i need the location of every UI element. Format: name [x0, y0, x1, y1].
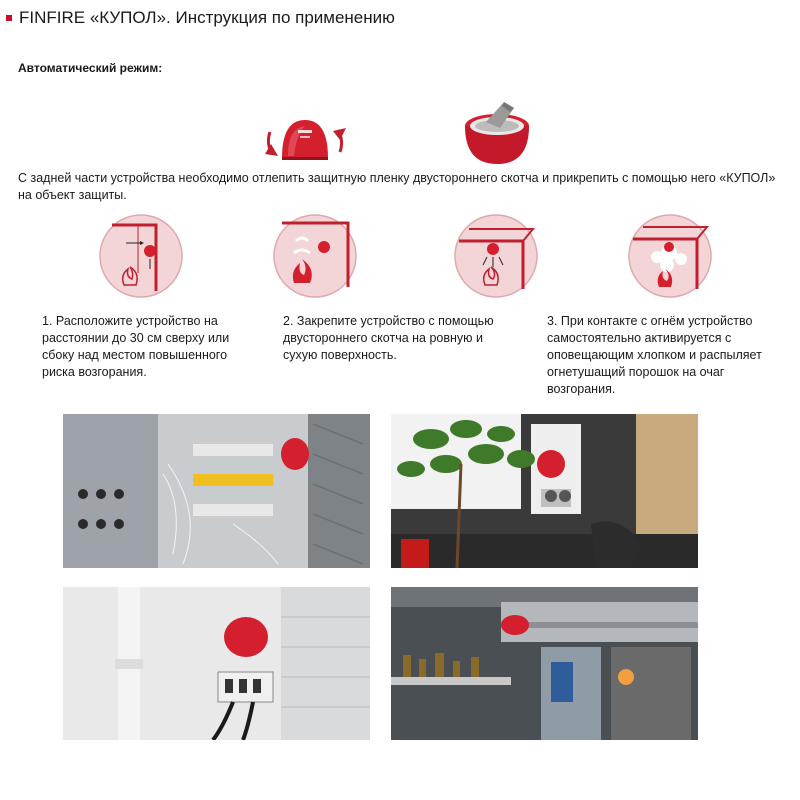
side-mount-icon: [98, 213, 184, 299]
photo-pipe-wall: [63, 587, 370, 740]
step-2-text: 2. Закрепите устройство с помощью двустороннего скотча на ровную и сухую поверхность.: [283, 314, 494, 362]
photo-electrical-cabinet: [63, 414, 370, 568]
ceiling-mount-icon: [453, 213, 539, 299]
photo-kitchen: [391, 587, 698, 740]
activation-spray-icon: [627, 213, 713, 299]
instruction-text: С задней части устройства необходимо отлепить защитную пленку двустороннего скотча и прикрепить с помощью него «КУПОЛ» на объект защиты.: [18, 171, 776, 202]
peel-tape-icon: [460, 96, 534, 168]
section-subtitle: Автоматический режим:: [18, 61, 163, 75]
step-1-text: 1. Расположите устройство на расстоянии до 30 см сверху или сбоку над местом повышенного риска возгорания.: [42, 314, 230, 379]
title-bullet: [6, 15, 12, 21]
rotate-device-icon: [258, 116, 352, 168]
photo-plant-wall: [391, 414, 698, 568]
page-title: FINFIRE «КУПОЛ». Инструкция по применению: [19, 8, 395, 27]
wall-mount-icon: [272, 213, 358, 299]
header: [6, 8, 395, 28]
step-3-text: 3. При контакте с огнём устройство самостоятельно активируется с оповещающим хлопком и распыляет огнетушащий порошок на очаг возгорания.: [547, 314, 762, 396]
